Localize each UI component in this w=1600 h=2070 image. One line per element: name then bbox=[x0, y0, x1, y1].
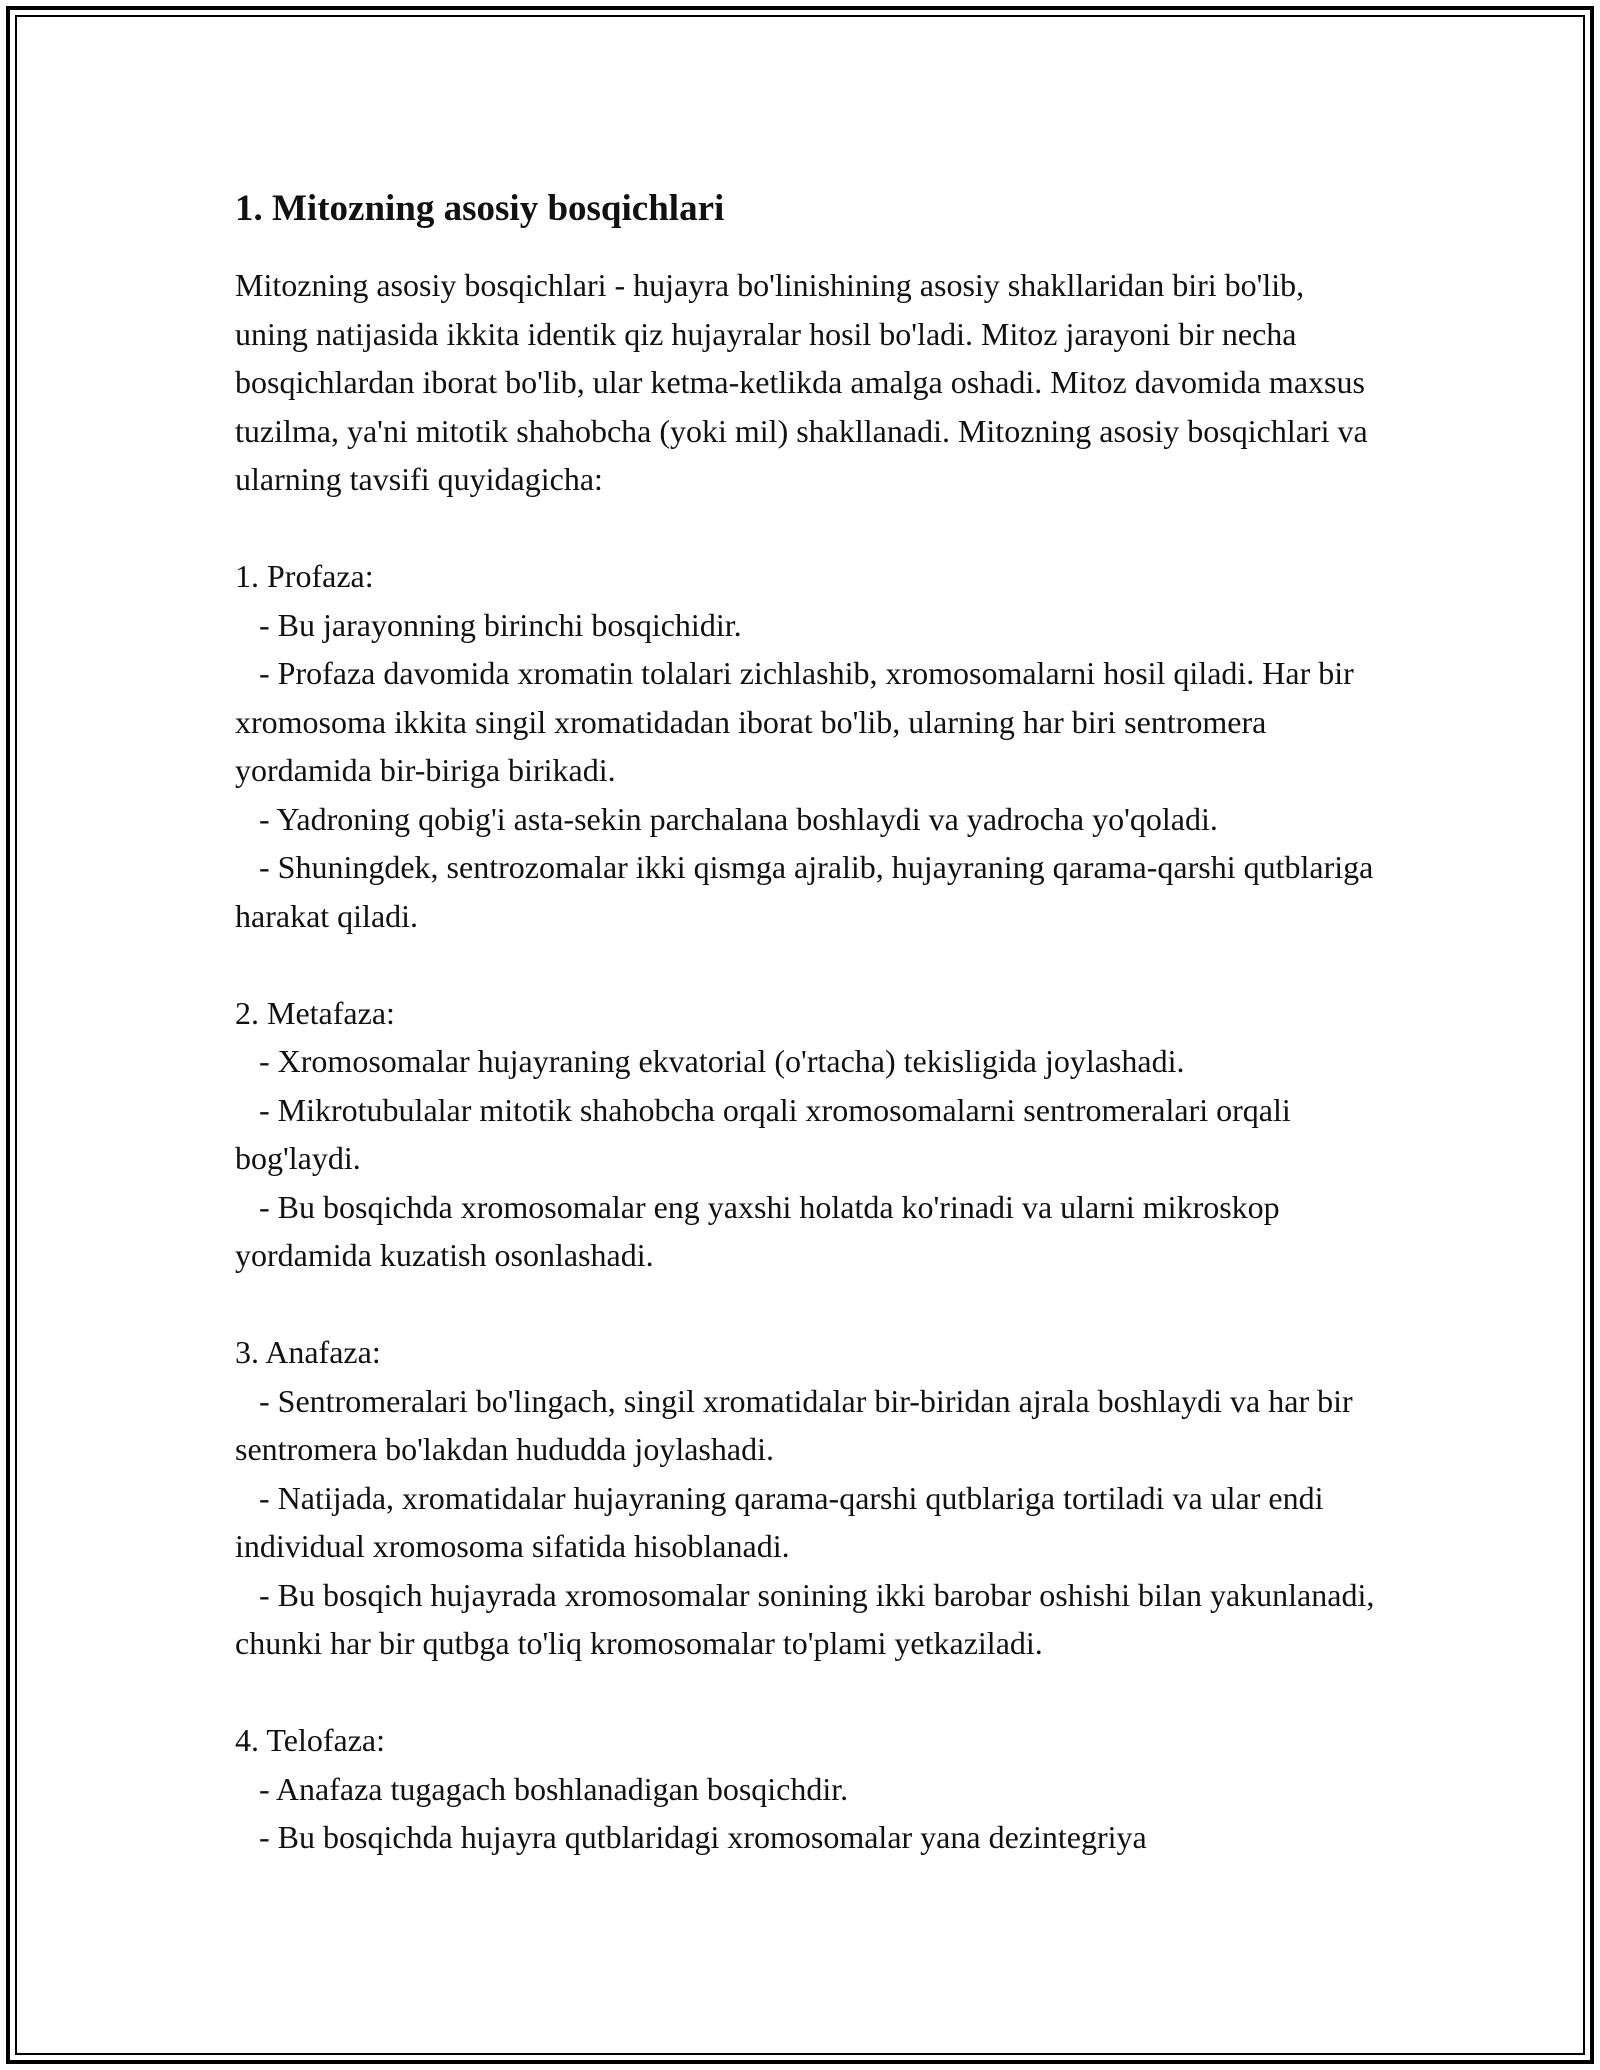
section-heading: 1. Profaza: bbox=[235, 558, 374, 594]
list-item: - Sentromeralari bo'lingach, singil xromatidalar bir-biridan ajrala boshlaydi va har bir sentromera bo'lakdan hududda joylashadi. bbox=[235, 1382, 1361, 1467]
list-item: - Mikrotubulalar mitotik shahobcha orqali xromosomalarni sentromeralari orqali bog'laydi. bbox=[235, 1091, 1299, 1176]
list-item: - Bu bosqichda hujayra qutblaridagi xromosomalar yana dezintegriya bbox=[235, 1819, 1147, 1855]
list-item: - Bu bosqichda xromosomalar eng yaxshi holatda ko'rinadi va ularni mikroskop yordamida kuzatish osonlashadi. bbox=[235, 1188, 1288, 1273]
list-item: - Anafaza tugagach boshlanadigan bosqichdir. bbox=[235, 1770, 849, 1807]
list-item: - Yadroning qobig'i asta-sekin parchalana boshlaydi va yadrocha yo'qoladi. bbox=[235, 800, 1218, 837]
section-metafaza bbox=[235, 989, 1385, 1280]
section-heading: 3. Anafaza: bbox=[235, 1334, 381, 1370]
list-item: - Bu bosqich hujayrada xromosomalar sonining ikki barobar oshishi bilan yakunlanadi, chunki har bir qutbga to'liq kromosomalar to'plami yetkaziladi. bbox=[235, 1576, 1383, 1661]
section-heading: 2. Metafaza: bbox=[235, 994, 395, 1031]
intro-paragraph: Mitozning asosiy bosqichlari - hujayra bo'linishining asosiy shakllaridan biri bo'lib, uning natijasida ikkita identik qiz hujayralar hosil bo'ladi. Mitoz jarayoni bir necha bosqichlardan iborat bo'lib, ular ketma-ketlikda amalga oshadi. Mitoz davomida maxsus tuzilma, ya'ni mitotik shahobcha (yoki mil) shakllanadi. Mitozning asosiy bosqichlari va ularning tavsifi quyidagicha: bbox=[235, 267, 1376, 497]
section-telofaza bbox=[235, 1716, 1385, 1862]
list-item: - Profaza davomida xromatin tolalari zichlashib, xromosomalarni hosil qiladi. Har bir xromosoma ikkita singil xromatidadan iborat bo'lib, ularning har biri sentromera yordamida bir-biriga birikadi. bbox=[235, 655, 1362, 788]
list-item: - Bu jarayonning birinchi bosqichidir. bbox=[235, 606, 742, 643]
list-item: - Xromosomalar hujayraning ekvatorial (o'rtacha) tekisligida joylashadi. bbox=[235, 1043, 1185, 1079]
document-body bbox=[235, 185, 1385, 1862]
section-heading: 4. Telofaza: bbox=[235, 1722, 385, 1758]
list-item: - Shuningdek, sentrozomalar ikki qismga ajralib, hujayraning qarama-qarshi qutblariga harakat qiladi. bbox=[235, 849, 1382, 934]
section-profaza bbox=[235, 552, 1385, 940]
list-item: - Natijada, xromatidalar hujayraning qarama-qarshi qutblariga tortiladi va ular endi individual xromosoma sifatida hisoblanadi. bbox=[235, 1479, 1332, 1564]
section-anafaza bbox=[235, 1328, 1385, 1668]
document-title: 1. Mitozning asosiy bosqichlari bbox=[235, 188, 725, 229]
